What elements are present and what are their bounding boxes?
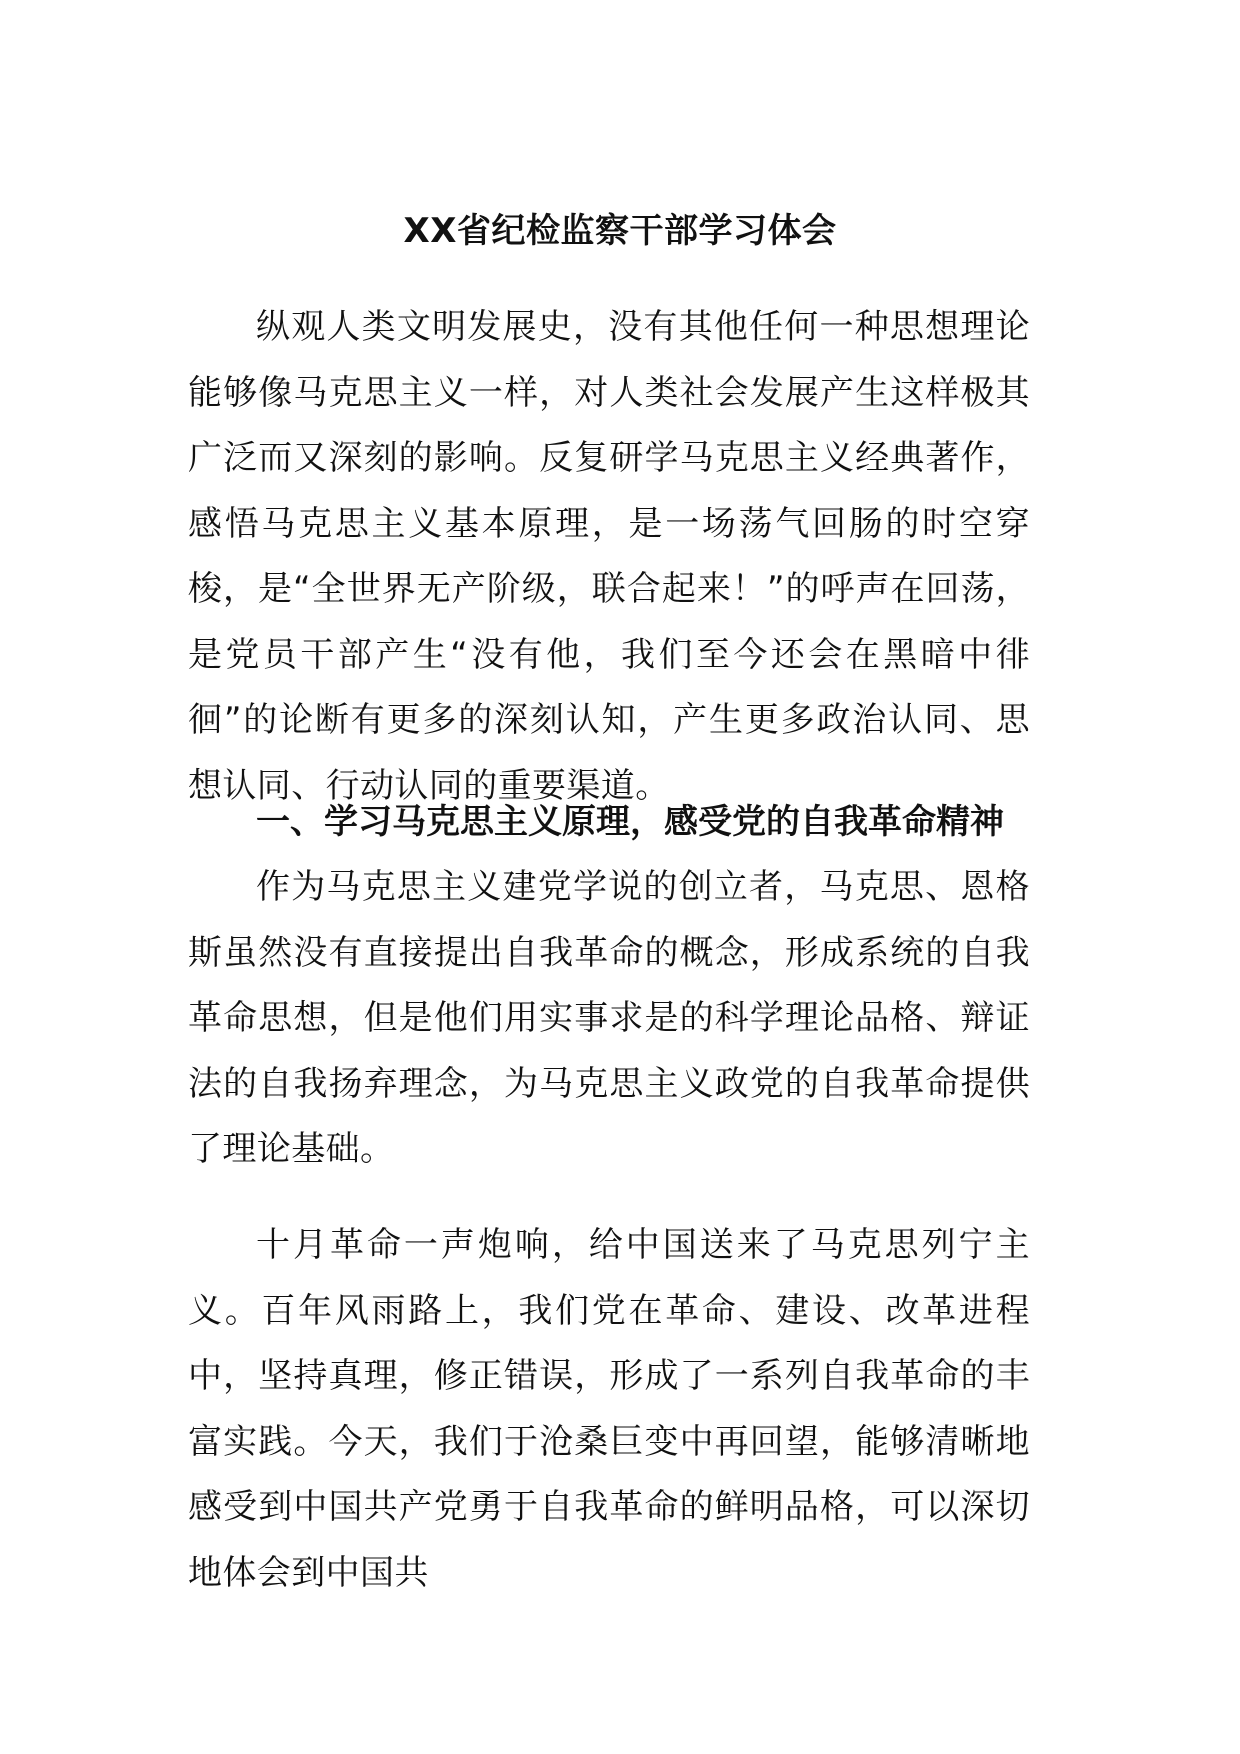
paragraph-section-1-b: 十月革命一声炮响，给中国送来了马克思列宁主义。百年风雨路上，我们党在革命、建设、改革进程中，坚持真理，修正错误，形成了一系列自我革命的丰富实践。今天，我们于沧桑巨变中再回望，能够清晰地感受到中国共产党勇于自我革命的鲜明品格，可以深切地体会到中国共 [188, 1225, 1030, 1593]
paragraph-intro: 纵观人类文明发展史，没有其他任何一种思想理论能够像马克思主义一样，对人类社会发展产生这样极其广泛而又深刻的影响。反复研学马克思主义经典著作，感悟马克思主义基本原理，是一场荡气回肠的时空穿梭，是“全世界无产阶级，联合起来！”的呼声在回荡，是党员干部产生“没有他，我们至今还会在黑暗中徘徊”的论断有更多的深刻认知，产生更多政治认同、思想认同、行动认同的重要渠道。 [188, 307, 1030, 806]
document-title: XX省纪检监察干部学习体会 [403, 211, 837, 251]
section-heading-1: 一、学习马克思主义原理，感受党的自我革命精神 [256, 802, 1004, 842]
paragraph-section-1-a: 作为马克思主义建党学说的创立者，马克思、恩格斯虽然没有直接提出自我革命的概念，形成系统的自我革命思想，但是他们用实事求是的科学理论品格、辩证法的自我扬弃理念，为马克思主义政党的自我革命提供了理论基础。 [188, 867, 1030, 1169]
